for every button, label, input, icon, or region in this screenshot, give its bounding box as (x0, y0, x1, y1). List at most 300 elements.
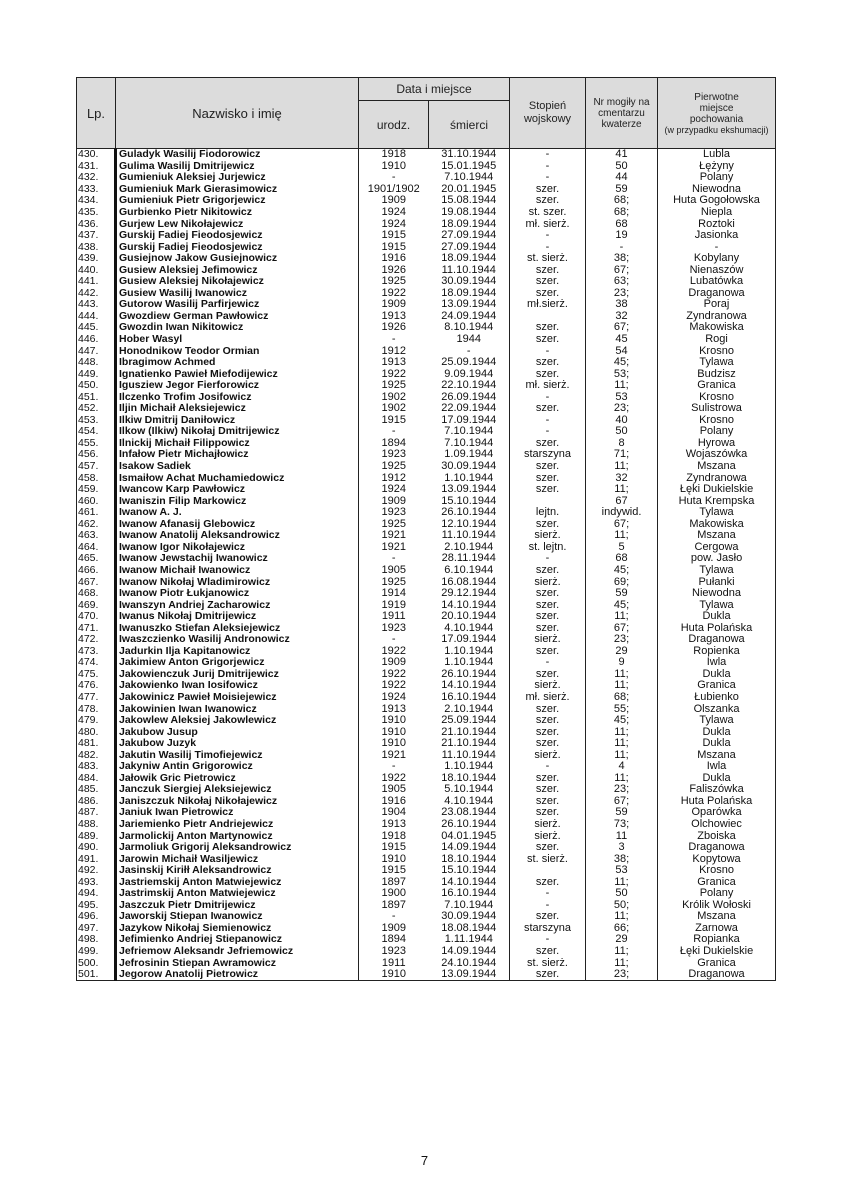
row-number: 454. (77, 426, 116, 438)
full-name: Jakowinien Iwan Iwanowicz (116, 703, 359, 715)
military-rank: szer. (510, 784, 586, 796)
table-row (77, 288, 776, 300)
full-name: Gusiew Aleksiej Jefimowicz (116, 264, 359, 276)
military-rank: lejtn. (510, 507, 586, 519)
table-row (77, 438, 776, 450)
table-row (77, 565, 776, 577)
row-number: 467. (77, 576, 116, 588)
death-date: 1.11.1944 (429, 934, 510, 946)
death-date: 17.09.1944 (429, 634, 510, 646)
grave-number: 45; (586, 599, 658, 611)
military-rank (510, 495, 586, 507)
row-number: 459. (77, 484, 116, 496)
full-name: Gusiejnow Jakow Gusiejnowicz (116, 253, 359, 265)
grave-number: 45; (586, 565, 658, 577)
table-row (77, 830, 776, 842)
row-number: 446. (77, 334, 116, 346)
death-date: 7.10.1944 (429, 438, 510, 450)
birth-year: 1909 (359, 923, 429, 935)
original-burial-place: Polany (658, 888, 776, 900)
row-number: 487. (77, 807, 116, 819)
full-name: Jarowin Michaił Wasiljewicz (116, 853, 359, 865)
full-name: Iwaszczienko Wasilij Andronowicz (116, 634, 359, 646)
grave-number: 11; (586, 680, 658, 692)
full-name: Iwanow A. J. (116, 507, 359, 519)
grave-number: 67; (586, 519, 658, 531)
death-date: 14.10.1944 (429, 599, 510, 611)
original-burial-place: Nienaszów (658, 264, 776, 276)
row-number: 453. (77, 415, 116, 427)
full-name: Gurbienko Pietr Nikitowicz (116, 207, 359, 219)
table-row (77, 380, 776, 392)
row-number: 463. (77, 530, 116, 542)
death-date: 24.10.1944 (429, 957, 510, 969)
original-burial-place: Krosno (658, 415, 776, 427)
table-row (77, 842, 776, 854)
row-number: 461. (77, 507, 116, 519)
birth-year: 1921 (359, 749, 429, 761)
table-row (77, 264, 776, 276)
birth-year: 1915 (359, 230, 429, 242)
military-rank: sierż. (510, 680, 586, 692)
grave-number: 11; (586, 726, 658, 738)
table-row (77, 195, 776, 207)
death-date: 26.10.1944 (429, 819, 510, 831)
military-rank: - (510, 553, 586, 565)
table-row (77, 184, 776, 196)
row-number: 460. (77, 495, 116, 507)
grave-number: 11; (586, 876, 658, 888)
full-name: Gusiew Aleksiej Nikołajewicz (116, 276, 359, 288)
table-row (77, 599, 776, 611)
death-date: 16.08.1944 (429, 576, 510, 588)
row-number: 499. (77, 946, 116, 958)
row-number: 438. (77, 241, 116, 253)
header-original-burial-note: (w przypadku ekshumacji) (664, 124, 769, 135)
original-burial-place: Oparówka (658, 807, 776, 819)
grave-number: 68; (586, 195, 658, 207)
table-row (77, 299, 776, 311)
table-row (77, 819, 776, 831)
row-number: 475. (77, 669, 116, 681)
military-rank: szer. (510, 184, 586, 196)
military-rank: szer. (510, 807, 586, 819)
row-number: 468. (77, 588, 116, 600)
row-number: 490. (77, 842, 116, 854)
original-burial-place: pow. Jasło (658, 553, 776, 565)
full-name: Janiuk Iwan Pietrowicz (116, 807, 359, 819)
original-burial-place: Krosno (658, 865, 776, 877)
death-date: 5.10.1944 (429, 784, 510, 796)
table-row (77, 241, 776, 253)
row-number: 437. (77, 230, 116, 242)
header-rank: Stopień wojskowy (510, 78, 586, 149)
full-name: Guladyk Wasilij Fiodorowicz (116, 149, 359, 161)
birth-year: 1913 (359, 311, 429, 323)
row-number: 464. (77, 542, 116, 554)
table-row (77, 415, 776, 427)
grave-number: 67; (586, 264, 658, 276)
military-rank: szer. (510, 334, 586, 346)
birth-year: 1918 (359, 149, 429, 161)
birth-year: - (359, 761, 429, 773)
full-name: Isakow Sadiek (116, 461, 359, 473)
full-name: Janiszczuk Nikołaj Nikołajewicz (116, 796, 359, 808)
birth-year: 1925 (359, 276, 429, 288)
full-name: Jakowienko Iwan Iosifowicz (116, 680, 359, 692)
table-row (77, 957, 776, 969)
death-date: 1.09.1944 (429, 449, 510, 461)
death-date: 25.09.1944 (429, 715, 510, 727)
header-original-burial-title: Pierwotne miejsce pochowania (689, 91, 744, 125)
table-row (77, 784, 776, 796)
row-number: 456. (77, 449, 116, 461)
original-burial-place: Makowiska (658, 322, 776, 334)
original-burial-place: Huta Polańska (658, 622, 776, 634)
full-name: Jastriemskij Anton Matwiejewicz (116, 876, 359, 888)
table-row (77, 807, 776, 819)
birth-year: 1915 (359, 415, 429, 427)
original-burial-place: Kobylany (658, 253, 776, 265)
original-burial-place: Huta Polańska (658, 796, 776, 808)
full-name: Gumieniuk Mark Gierasimowicz (116, 184, 359, 196)
full-name: Iwanow Michaił Iwanowicz (116, 565, 359, 577)
original-burial-place: Faliszówka (658, 784, 776, 796)
grave-number: 67; (586, 796, 658, 808)
register-table (76, 77, 776, 981)
original-burial-place: Granica (658, 680, 776, 692)
grave-number: 11 (586, 830, 658, 842)
full-name: Gumieniuk Pietr Grigorjewicz (116, 195, 359, 207)
row-number: 469. (77, 599, 116, 611)
full-name: Gurskij Fadiej Fieodosjewicz (116, 241, 359, 253)
full-name: Gurjew Lew Nikołajewicz (116, 218, 359, 230)
birth-year: 1910 (359, 738, 429, 750)
death-date: 15.08.1944 (429, 195, 510, 207)
birth-year: 1916 (359, 253, 429, 265)
grave-number: 50 (586, 426, 658, 438)
military-rank: szer. (510, 357, 586, 369)
grave-number: 68 (586, 218, 658, 230)
table-row (77, 588, 776, 600)
military-rank: - (510, 900, 586, 912)
birth-year: 1909 (359, 495, 429, 507)
row-number: 489. (77, 830, 116, 842)
full-name: Jakutin Wasilij Timofiejewicz (116, 749, 359, 761)
birth-year: 1925 (359, 461, 429, 473)
death-date: 2.10.1944 (429, 542, 510, 554)
grave-number: 44 (586, 172, 658, 184)
original-burial-place: Mszana (658, 911, 776, 923)
full-name: Iwanow Afanasij Glebowicz (116, 519, 359, 531)
birth-year: 1909 (359, 299, 429, 311)
birth-year: 1894 (359, 438, 429, 450)
grave-number: 11; (586, 773, 658, 785)
military-rank: st. sierż. (510, 957, 586, 969)
original-burial-place: Niewodna (658, 184, 776, 196)
birth-year: 1925 (359, 519, 429, 531)
full-name: Ismaiłow Achat Muchamiedowicz (116, 472, 359, 484)
death-date: 04.01.1945 (429, 830, 510, 842)
row-number: 441. (77, 276, 116, 288)
table-row (77, 876, 776, 888)
original-burial-place: Kopytowa (658, 853, 776, 865)
original-burial-place: Iwla (658, 657, 776, 669)
table-row (77, 253, 776, 265)
full-name: Ilczenko Trofim Josifowicz (116, 391, 359, 403)
birth-year: 1894 (359, 934, 429, 946)
death-date: 30.09.1944 (429, 911, 510, 923)
birth-year: 1926 (359, 322, 429, 334)
grave-number: 11; (586, 738, 658, 750)
full-name: Jaworskij Stiepan Iwanowicz (116, 911, 359, 923)
military-rank: mł. sierż. (510, 692, 586, 704)
header-grave: Nr mogiły na cmentarzu kwaterze (586, 78, 658, 149)
original-burial-place: Rogi (658, 334, 776, 346)
table-row (77, 634, 776, 646)
table-row (77, 946, 776, 958)
birth-year: 1915 (359, 241, 429, 253)
military-rank: starszyna (510, 449, 586, 461)
birth-year: - (359, 553, 429, 565)
military-rank: sierż. (510, 830, 586, 842)
full-name: Gurskij Fadiej Fieodosjewicz (116, 230, 359, 242)
table-row (77, 923, 776, 935)
table-row (77, 853, 776, 865)
full-name: Iwanow Piotr Łukjanowicz (116, 588, 359, 600)
table-row (77, 345, 776, 357)
military-rank: - (510, 172, 586, 184)
military-rank: - (510, 149, 586, 161)
full-name: Jakowinicz Pawieł Moisiejewicz (116, 692, 359, 704)
death-date: 27.09.1944 (429, 241, 510, 253)
full-name: Gwozdin Iwan Nikitowicz (116, 322, 359, 334)
birth-year: 1910 (359, 853, 429, 865)
military-rank: szer. (510, 288, 586, 300)
full-name: Jaszczuk Pietr Dmitrijewicz (116, 900, 359, 912)
table-row (77, 218, 776, 230)
original-burial-place: Budzisz (658, 368, 776, 380)
full-name: Iwanow Igor Nikołajewicz (116, 542, 359, 554)
full-name: Iwaniszin Filip Markowicz (116, 495, 359, 507)
original-burial-place: Wojaszówka (658, 449, 776, 461)
birth-year: 1923 (359, 449, 429, 461)
table-row (77, 172, 776, 184)
grave-number: 11; (586, 669, 658, 681)
grave-number: 68; (586, 692, 658, 704)
original-burial-place: Granica (658, 380, 776, 392)
death-date: 22.09.1944 (429, 403, 510, 415)
full-name: Jariemienko Pietr Andriejewicz (116, 819, 359, 831)
row-number: 497. (77, 923, 116, 935)
grave-number: 67 (586, 495, 658, 507)
military-rank: szer. (510, 703, 586, 715)
grave-number: 32 (586, 472, 658, 484)
original-burial-place: Olszanka (658, 703, 776, 715)
full-name: Infałow Pietr Michajłowicz (116, 449, 359, 461)
death-date: 15.10.1944 (429, 865, 510, 877)
row-number: 445. (77, 322, 116, 334)
full-name: Jakubow Juzyk (116, 738, 359, 750)
grave-number: - (586, 241, 658, 253)
full-name: Gutorow Wasilij Parfirjewicz (116, 299, 359, 311)
grave-number: 23; (586, 969, 658, 981)
birth-year: 1923 (359, 946, 429, 958)
header-original-burial (658, 78, 776, 149)
original-burial-place: Polany (658, 172, 776, 184)
death-date: 23.08.1944 (429, 807, 510, 819)
death-date: 4.10.1944 (429, 796, 510, 808)
full-name: Gusiew Wasilij Iwanowicz (116, 288, 359, 300)
full-name: Gwozdiew German Pawłowicz (116, 311, 359, 323)
birth-year: - (359, 634, 429, 646)
full-name: Jefrosinin Stiepan Awramowicz (116, 957, 359, 969)
birth-year: 1914 (359, 588, 429, 600)
row-number: 440. (77, 264, 116, 276)
birth-year: 1910 (359, 726, 429, 738)
death-date: 18.09.1944 (429, 218, 510, 230)
full-name: Ibragimow Achmed (116, 357, 359, 369)
full-name: Gumieniuk Aleksiej Jurjewicz (116, 172, 359, 184)
military-rank: - (510, 888, 586, 900)
table-row (77, 934, 776, 946)
full-name: Gulima Wasilij Dmitrijewicz (116, 161, 359, 173)
birth-year: 1921 (359, 530, 429, 542)
grave-number: 71; (586, 449, 658, 461)
grave-number: 3 (586, 842, 658, 854)
birth-year: 1922 (359, 288, 429, 300)
military-rank: sierż. (510, 749, 586, 761)
full-name: Ilkow (Ilkiw) Nikołaj Dmitrijewicz (116, 426, 359, 438)
header-date-place: Data i miejsce (359, 78, 510, 101)
table-row (77, 311, 776, 323)
birth-year: 1902 (359, 403, 429, 415)
row-number: 478. (77, 703, 116, 715)
death-date: 14.09.1944 (429, 946, 510, 958)
military-rank: - (510, 426, 586, 438)
grave-number: 11; (586, 611, 658, 623)
table-row (77, 519, 776, 531)
grave-number: 38; (586, 253, 658, 265)
military-rank: szer. (510, 519, 586, 531)
original-burial-place: Tylawa (658, 507, 776, 519)
full-name: Ilkiw Dmitrij Daniłowicz (116, 415, 359, 427)
military-rank: st. sierż. (510, 853, 586, 865)
grave-number: 11; (586, 461, 658, 473)
original-burial-place: Łęki Dukielskie (658, 946, 776, 958)
table-row (77, 900, 776, 912)
military-rank: st. szer. (510, 207, 586, 219)
row-number: 486. (77, 796, 116, 808)
military-rank: szer. (510, 484, 586, 496)
row-number: 501. (77, 969, 116, 981)
military-rank: szer. (510, 368, 586, 380)
grave-number: 38; (586, 853, 658, 865)
death-date: 11.10.1944 (429, 264, 510, 276)
grave-number: 45 (586, 334, 658, 346)
row-number: 444. (77, 311, 116, 323)
original-burial-place: Tylawa (658, 599, 776, 611)
row-number: 466. (77, 565, 116, 577)
birth-year: 1923 (359, 622, 429, 634)
original-burial-place: Hyrowa (658, 438, 776, 450)
death-date: 27.09.1944 (429, 230, 510, 242)
birth-year: 1922 (359, 669, 429, 681)
table-row (77, 669, 776, 681)
table-row (77, 542, 776, 554)
row-number: 439. (77, 253, 116, 265)
full-name: Igusziew Jegor Fierforowicz (116, 380, 359, 392)
birth-year: 1900 (359, 888, 429, 900)
grave-number: 59 (586, 588, 658, 600)
military-rank: szer. (510, 969, 586, 981)
full-name: Jakowlew Aleksiej Jakowlewicz (116, 715, 359, 727)
table-row (77, 507, 776, 519)
full-name: Jałowik Gric Pietrowicz (116, 773, 359, 785)
row-number: 443. (77, 299, 116, 311)
grave-number: 53; (586, 368, 658, 380)
original-burial-place: Draganowa (658, 634, 776, 646)
grave-number: 11; (586, 946, 658, 958)
birth-year: - (359, 334, 429, 346)
table-row (77, 888, 776, 900)
death-date: 22.10.1944 (429, 380, 510, 392)
birth-year: 1915 (359, 842, 429, 854)
row-number: 488. (77, 819, 116, 831)
birth-year: 1922 (359, 680, 429, 692)
full-name: Iwancow Karp Pawłowicz (116, 484, 359, 496)
row-number: 471. (77, 622, 116, 634)
row-number: 492. (77, 865, 116, 877)
death-date: 15.10.1944 (429, 495, 510, 507)
birth-year: 1911 (359, 611, 429, 623)
original-burial-place: Zyndranowa (658, 472, 776, 484)
grave-number: 50; (586, 900, 658, 912)
birth-year: 1901/1902 (359, 184, 429, 196)
table-row (77, 322, 776, 334)
table-row (77, 715, 776, 727)
grave-number: 11; (586, 530, 658, 542)
table-row (77, 149, 776, 161)
birth-year: 1915 (359, 865, 429, 877)
row-number: 447. (77, 345, 116, 357)
death-date: 26.10.1944 (429, 507, 510, 519)
birth-year: 1924 (359, 484, 429, 496)
row-number: 455. (77, 438, 116, 450)
full-name: Iwanow Nikołaj Wladimirowicz (116, 576, 359, 588)
full-name: Jasinskij Kiriłł Aleksandrowicz (116, 865, 359, 877)
death-date: 30.09.1944 (429, 461, 510, 473)
military-rank: mł. sierż. (510, 218, 586, 230)
military-rank: st. lejtn. (510, 542, 586, 554)
row-number: 442. (77, 288, 116, 300)
military-rank (510, 311, 586, 323)
military-rank (510, 865, 586, 877)
death-date: - (429, 345, 510, 357)
military-rank: - (510, 345, 586, 357)
death-date: 21.10.1944 (429, 738, 510, 750)
original-burial-place: Królik Wołoski (658, 900, 776, 912)
original-burial-place: Makowiska (658, 519, 776, 531)
grave-number: 23; (586, 403, 658, 415)
birth-year: 1909 (359, 195, 429, 207)
table-row (77, 773, 776, 785)
original-burial-place: Dukla (658, 726, 776, 738)
table-row (77, 357, 776, 369)
full-name: Janczuk Siergiej Aleksiejewicz (116, 784, 359, 796)
original-burial-place: Łęki Dukielskie (658, 484, 776, 496)
military-rank: starszyna (510, 923, 586, 935)
